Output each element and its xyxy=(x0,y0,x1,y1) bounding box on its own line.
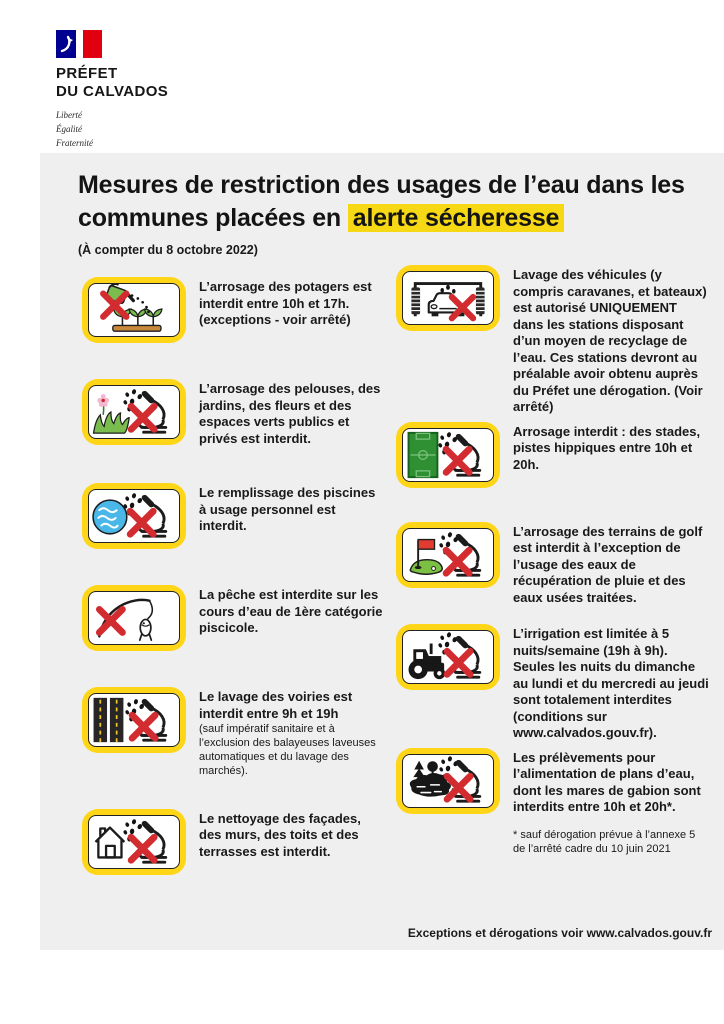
restriction-item xyxy=(82,687,396,779)
no-cross-icon xyxy=(446,449,469,472)
restriction-main-text: Le nettoyage des façades, des murs, des toits et des terrasses est interdit. xyxy=(199,810,361,859)
restriction-text xyxy=(513,422,710,474)
restriction-text xyxy=(199,585,385,637)
restrictions-grid xyxy=(78,267,710,911)
ministry-line2: DU CALVADOS xyxy=(56,82,169,100)
fishing-rod-icon xyxy=(88,591,180,645)
tractor-irrigation-icon xyxy=(402,630,494,684)
restriction-text xyxy=(199,277,385,329)
restriction-item xyxy=(396,265,710,416)
lawn-sprinkler-icon xyxy=(88,385,180,439)
restriction-item xyxy=(82,809,396,875)
restriction-item xyxy=(82,483,396,549)
lawn-sprinkler-card xyxy=(82,379,186,445)
pond-gabion-icon xyxy=(402,754,494,808)
house-washing-card xyxy=(82,809,186,875)
restriction-main-text: Le lavage des voiries est interdit entre 9h et 19h xyxy=(199,689,353,721)
watering-can-seedlings-icon xyxy=(88,283,180,337)
restriction-item xyxy=(396,422,710,488)
restriction-main-text: Les prélèvements pour l’alimentation de plans d’eau, dont les mares de gabion sont interdits entre 10h et 20h*. xyxy=(513,749,701,814)
ministry-line1: PRÉFET xyxy=(56,65,118,82)
restriction-text xyxy=(513,522,710,607)
house-washing-icon xyxy=(88,815,180,869)
prefecture-logo xyxy=(56,30,168,151)
ministry-name xyxy=(56,65,168,100)
restriction-item xyxy=(396,522,710,607)
content-panel xyxy=(40,153,724,950)
car-wash-card xyxy=(396,265,500,331)
restriction-text xyxy=(199,809,385,861)
road-washing-icon xyxy=(88,693,180,747)
restriction-main-text: Lavage des véhicules (y compris caravanes, et bateaux) est autorisé UNIQUEMENT dans les stations disposant d’un moyen de recyclage de l’eau. Ces stations devront au préalable avoir obtenu auprès du Préfet une dérogation. (Voir arrêté) xyxy=(513,267,707,414)
restriction-text xyxy=(513,265,710,416)
restriction-main-text: L’arrosage des potagers est interdit entre 10h et 17h. (exceptions - voir arrêté) xyxy=(199,279,372,327)
pond-gabion-card xyxy=(396,748,500,814)
restriction-main-text: La pêche est interdite sur les cours d’eau de 1ère catégorie piscicole. xyxy=(199,587,383,635)
stadium-pitch-card xyxy=(396,422,500,488)
restriction-main-text: Arrosage interdit : des stades, pistes hippiques entre 10h et 20h. xyxy=(513,423,701,472)
restriction-text xyxy=(199,483,385,535)
motto-fraternite: Fraternité xyxy=(56,138,93,149)
motto-egalite: Égalité xyxy=(56,124,82,135)
pool-hose-card xyxy=(82,483,186,549)
restriction-text xyxy=(513,748,710,857)
stadium-pitch-icon xyxy=(402,428,494,482)
title-text: Mesures de restriction des usages de l’eau dans les communes placées en xyxy=(78,171,685,232)
road-washing-card xyxy=(82,687,186,753)
restrictions-column-left xyxy=(82,277,396,911)
pool-hose-icon xyxy=(88,489,180,543)
tractor-irrigation-card xyxy=(396,624,500,690)
fishing-rod-card xyxy=(82,585,186,651)
restriction-text xyxy=(513,624,710,742)
no-cross-icon xyxy=(447,651,470,674)
restriction-main-text: L’irrigation est limitée à 5 nuits/semaine (19h à 9h). Seules les nuits du dimanche au lundi et du mercredi au jeudi sont totalement interdites (conditions sur www.calvados.gouv.fr). xyxy=(513,626,709,740)
restriction-footnote: * sauf dérogation prévue à l’annexe 5 de l’arrêté cadre du 10 juin 2021 xyxy=(513,828,696,855)
watering-can-seedlings-card xyxy=(82,277,186,343)
page-title xyxy=(78,169,706,234)
footer-note: Exceptions et dérogations voir www.calvados.gouv.fr xyxy=(407,926,712,940)
restriction-main-text: L’arrosage des pelouses, des jardins, des fleurs et des espaces verts publics et privés est interdit. xyxy=(199,381,381,446)
french-flag-icon xyxy=(56,30,102,58)
restriction-item xyxy=(396,748,710,857)
title-highlight: alerte sécheresse xyxy=(348,204,565,232)
restriction-main-text: Le remplissage des piscines à usage personnel est interdit. xyxy=(199,485,376,533)
effective-date: (À compter du 8 octobre 2022) xyxy=(78,243,258,257)
golf-green-icon xyxy=(402,528,494,582)
restriction-main-text: L’arrosage des terrains de golf est interdit à l’exception de l’usage des eaux de récupération de pluie et des eaux usées traitées. xyxy=(513,523,703,605)
restriction-text xyxy=(199,379,385,447)
restriction-item xyxy=(82,379,396,447)
motto-liberte: Liberté xyxy=(56,110,82,121)
restriction-item xyxy=(82,585,396,651)
restriction-small-text: (sauf impératif sanitaire et à l’exclusion des balayeuses laveuses automatiques et du lavage des marchés). xyxy=(199,723,376,777)
restriction-item xyxy=(396,624,710,742)
golf-green-card xyxy=(396,522,500,588)
republic-motto xyxy=(56,109,168,151)
restrictions-column-right xyxy=(396,265,710,911)
restriction-item xyxy=(82,277,396,343)
car-wash-icon xyxy=(402,271,494,325)
restriction-text xyxy=(199,687,385,779)
